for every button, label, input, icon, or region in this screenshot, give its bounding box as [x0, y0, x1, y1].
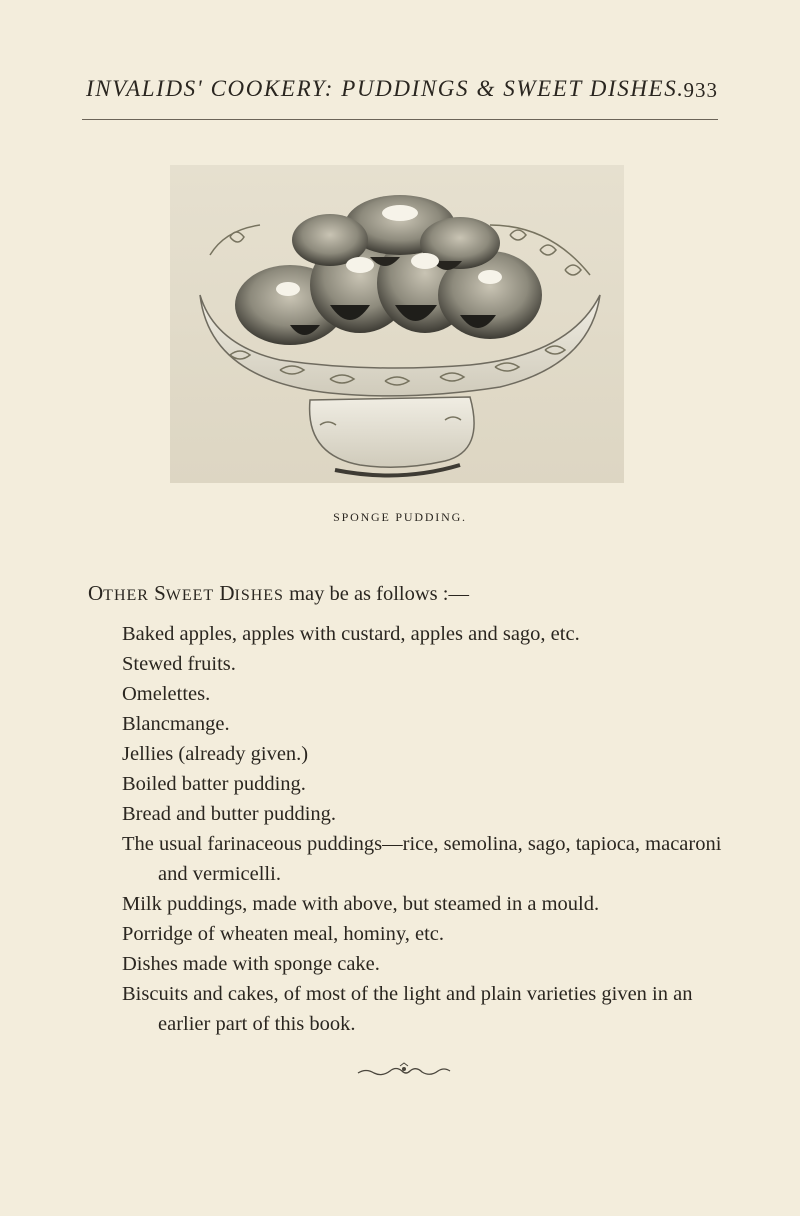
header-rule — [82, 119, 718, 120]
running-title: INVALIDS' COOKERY: PUDDINGS & SWEET DISHES. — [86, 76, 685, 101]
lead-text: may be as follows :— — [289, 583, 469, 605]
sponge-pudding-illustration — [170, 165, 624, 483]
sweet-dishes-list — [122, 619, 732, 1039]
list-item: Omelettes. — [122, 683, 211, 705]
lead-initial-1: O — [88, 581, 104, 605]
list-item: Milk puddings, made with above, but steamed in a mould. — [122, 893, 600, 915]
list-item: Bread and butter pudding. — [122, 803, 337, 825]
dish-pedestal — [310, 397, 475, 467]
sponge-pudding-drawing — [170, 165, 624, 483]
list-item: Biscuits and cakes, of most of the light and plain varieties given in an earlier part of this book. — [122, 983, 693, 1035]
list-item: Blancmange. — [122, 713, 230, 735]
lead-rest-1: THER — [103, 587, 149, 604]
list-item: Porridge of wheaten meal, hominy, etc. — [122, 923, 445, 945]
list-item: Jellies (already given.) — [122, 743, 309, 765]
tailpiece-ornament-icon — [356, 1062, 452, 1080]
list-item: Baked apples, apples with custard, apples and sago, etc. — [122, 623, 580, 645]
lead-initial-2: S — [154, 581, 166, 605]
lead-rest-3: ISHES — [234, 587, 284, 604]
figure-caption: SPONGE PUDDING. — [333, 510, 467, 524]
list-item: Dishes made with sponge cake. — [122, 953, 380, 975]
list-item: Stewed fruits. — [122, 653, 236, 675]
lead-initial-3: D — [219, 581, 235, 605]
section-lead — [88, 581, 469, 606]
list-item: The usual farinaceous puddings—rice, semolina, sago, tapioca, macaroni and vermicelli. — [122, 833, 722, 885]
page-number: 933 — [683, 78, 718, 102]
list-item: Boiled batter pudding. — [122, 773, 306, 795]
running-head — [86, 76, 718, 116]
lead-rest-2: WEET — [165, 587, 215, 604]
